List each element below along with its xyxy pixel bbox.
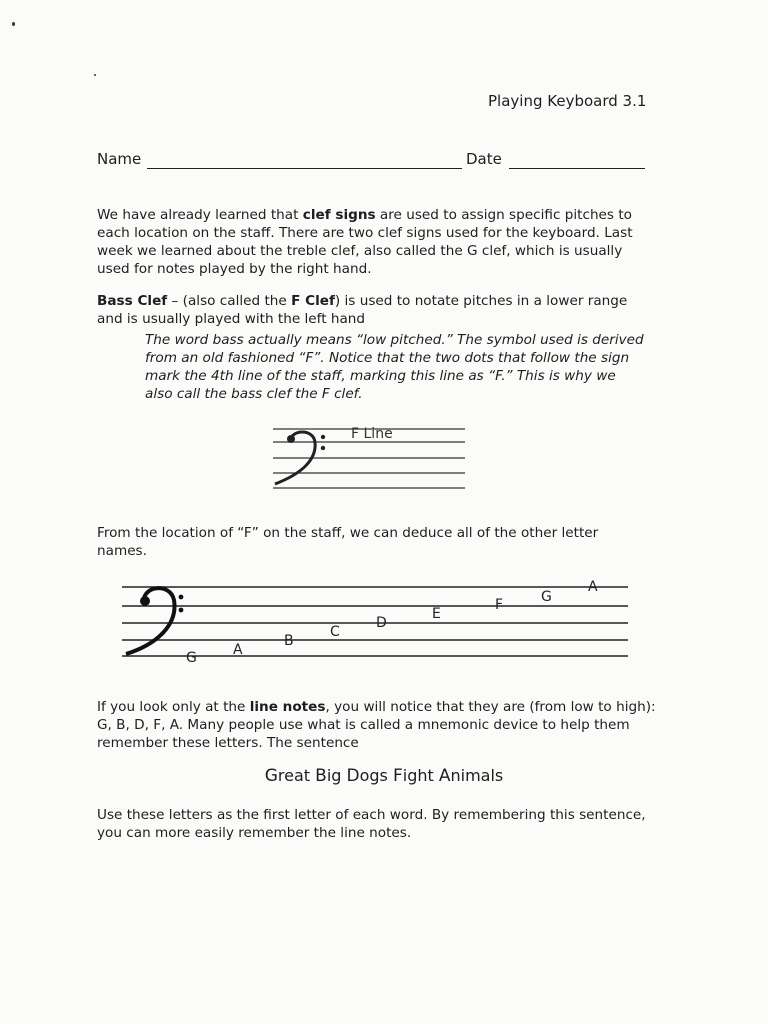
letter-names-staff-figure <box>118 572 630 672</box>
line-notes-text-1: If you look only at the <box>97 699 250 715</box>
mnemonic-cap: D <box>346 766 360 786</box>
note-letter: D <box>376 615 387 631</box>
intro-paragraph <box>97 206 657 278</box>
deduce-paragraph: From the location of “F” on the staff, we can deduce all of the other letter names. <box>97 525 599 559</box>
note-letter: A <box>588 579 598 595</box>
note-letter: G <box>186 650 197 666</box>
intro-text-2: are used to assign specific pitches to each location on the staff. There are two clef signs used for the keyboard. Last week we learned about the treble clef, also called the G clef, which is usually used for notes played by the right hand. <box>97 207 633 277</box>
note-letter: A <box>233 642 243 658</box>
bass-clef-text-1: – (also called the <box>167 293 292 309</box>
mnemonic-rest: nimals <box>450 766 504 785</box>
bass-clef-term: Bass Clef <box>97 293 168 309</box>
mnemonic-rest: ogs <box>359 766 393 785</box>
closing-paragraph: Use these letters as the first letter of each word. By remembering this sentence, you can more easily remember the line notes. <box>97 807 646 841</box>
clef-dot-upper <box>321 435 325 439</box>
clef-signs-term: clef signs <box>302 207 376 223</box>
bass-clef-icon <box>126 588 175 654</box>
mnemonic-cap: A <box>438 766 451 786</box>
note-letter: B <box>284 633 294 649</box>
clef-dot-lower <box>179 608 184 613</box>
f-line-label: F Line <box>351 426 393 442</box>
clef-dot-lower <box>321 446 325 450</box>
scan-speck <box>94 74 96 76</box>
date-field[interactable] <box>509 152 645 169</box>
clef-dot-upper <box>179 595 184 600</box>
note-letter: F <box>495 597 504 613</box>
bass-clef-explanation: The word bass actually means “low pitched.” The symbol used is derived from an old fashioned “F”. Notice that the two dots that follow the sign mark the 4th line of the staff, marking this line as “F.” This is why we also call the bass clef the F clef. <box>145 332 644 402</box>
mnemonic-sentence <box>0 766 768 786</box>
note-letter: C <box>330 624 340 640</box>
bass-clef-text-2: ) is used to notate pitches in a lower range and is usually played with the left hand <box>97 293 628 327</box>
f-clef-term: F Clef <box>291 293 335 309</box>
mnemonic-cap: F <box>392 766 403 786</box>
staff-lines <box>122 587 628 656</box>
line-notes-paragraph <box>97 698 657 752</box>
scan-speck <box>12 22 15 26</box>
page-title: Playing Keyboard 3.1 <box>488 92 647 110</box>
name-field[interactable] <box>147 152 462 169</box>
name-label: Name <box>97 150 142 168</box>
line-notes-text-2: , you will notice that they are (from low to high): G, B, D, F, A. Many people use what is called a mnemonic device to help them remember these letters. The sentence <box>97 699 656 751</box>
mnemonic-rest: ight <box>402 766 439 785</box>
mnemonic-cap: G <box>264 766 278 786</box>
intro-text-1: We have already learned that <box>97 207 303 223</box>
note-letter: G <box>541 589 552 605</box>
mnemonic-rest: reat <box>277 766 316 785</box>
bass-clef-paragraph <box>97 292 657 328</box>
date-label: Date <box>466 150 502 168</box>
note-letter: E <box>432 606 441 622</box>
mnemonic-rest: ig <box>326 766 347 785</box>
mnemonic-cap: B <box>315 766 327 786</box>
line-notes-term: line notes <box>249 699 326 715</box>
f-line-staff-figure <box>265 418 470 500</box>
